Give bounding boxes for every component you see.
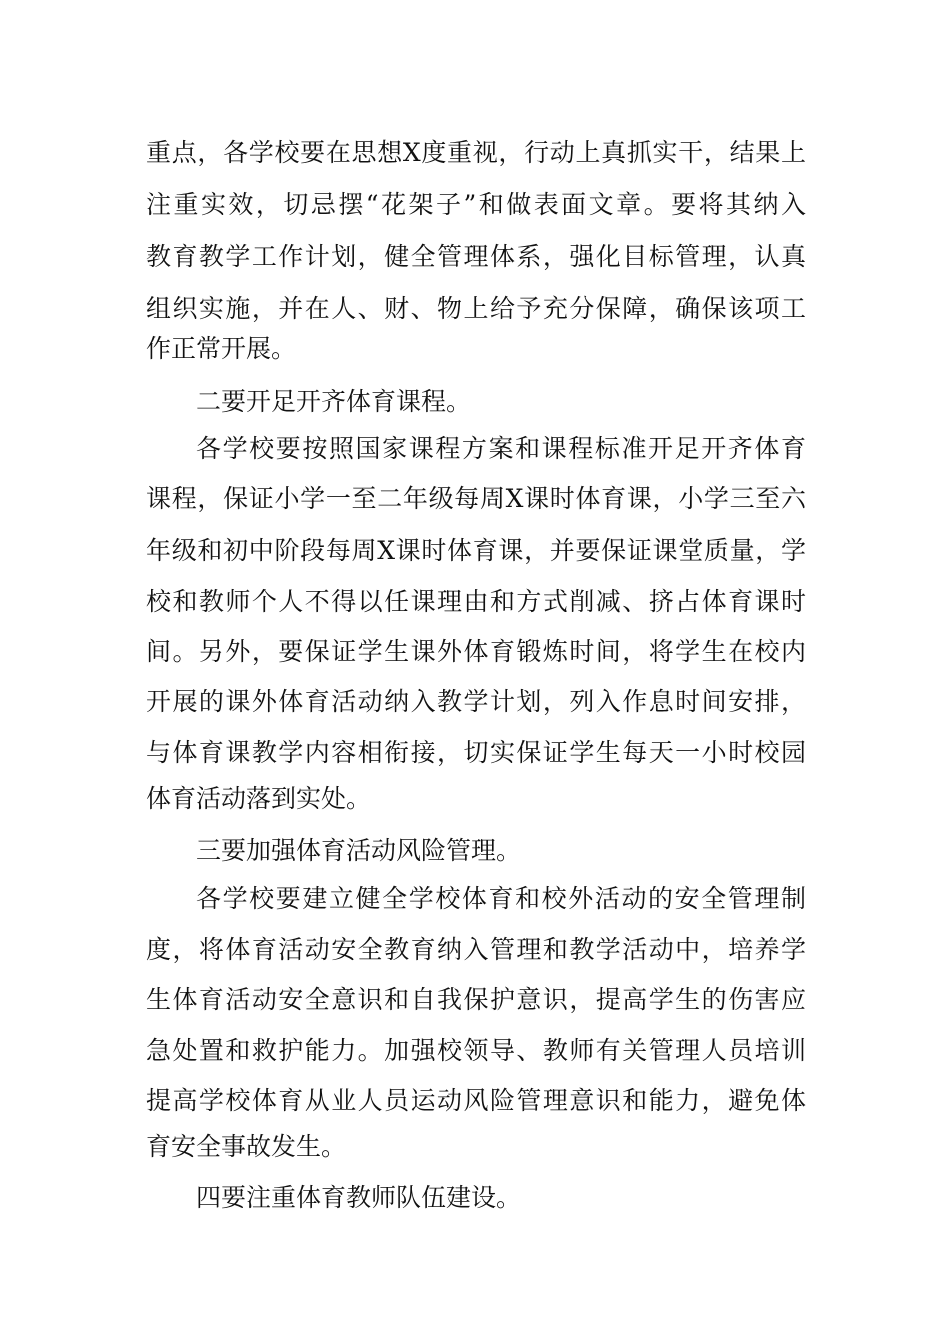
text-line: 各学校要按照国家课程方案和课程标准开足开齐体育 <box>196 434 806 463</box>
section-heading: 三要加强体育活动风险管理。 <box>196 836 522 865</box>
text-line: 组织实施，并在人、财、物上给予充分保障，确保该项工 <box>146 294 806 323</box>
text-line: 年级和初中阶段每周X课时体育课，并要保证课堂质量，学 <box>146 536 806 565</box>
text-line: 作正常开展。 <box>146 334 297 363</box>
text-line: 重点，各学校要在思想X度重视，行动上真抓实干，结果上 <box>146 138 806 167</box>
text-line: 急处置和救护能力。加强校领导、教师有关管理人员培训 <box>146 1036 806 1065</box>
text-line: 课程，保证小学一至二年级每周X课时体育课，小学三至六 <box>146 484 806 513</box>
text-line: 教育教学工作计划，健全管理体系，强化目标管理，认真 <box>146 242 806 271</box>
text-line: 各学校要建立健全学校体育和校外活动的安全管理制 <box>196 884 806 913</box>
text-line: 生体育活动安全意识和自我保护意识，提高学生的伤害应 <box>146 985 806 1014</box>
text-line: 育安全事故发生。 <box>146 1132 347 1161</box>
text-line: 度，将体育活动安全教育纳入管理和教学活动中，培养学 <box>146 935 806 964</box>
text-line: 间。另外，要保证学生课外体育锻炼时间，将学生在校内 <box>146 637 806 666</box>
text-line: 校和教师个人不得以任课理由和方式削减、挤占体育课时 <box>146 587 806 616</box>
text-line: 开展的课外体育活动纳入教学计划，列入作息时间安排， <box>146 687 806 716</box>
section-heading: 四要注重体育教师队伍建设。 <box>196 1183 522 1212</box>
text-line: 提高学校体育从业人员运动风险管理意识和能力，避免体 <box>146 1086 806 1115</box>
section-heading: 二要开足开齐体育课程。 <box>196 387 472 416</box>
text-line: 体育活动落到实处。 <box>146 784 372 813</box>
text-line: 注重实效，切忌摆“花架子”和做表面文章。要将其纳入 <box>146 190 806 219</box>
text-line: 与体育课教学内容相衔接，切实保证学生每天一小时校园 <box>146 738 806 767</box>
